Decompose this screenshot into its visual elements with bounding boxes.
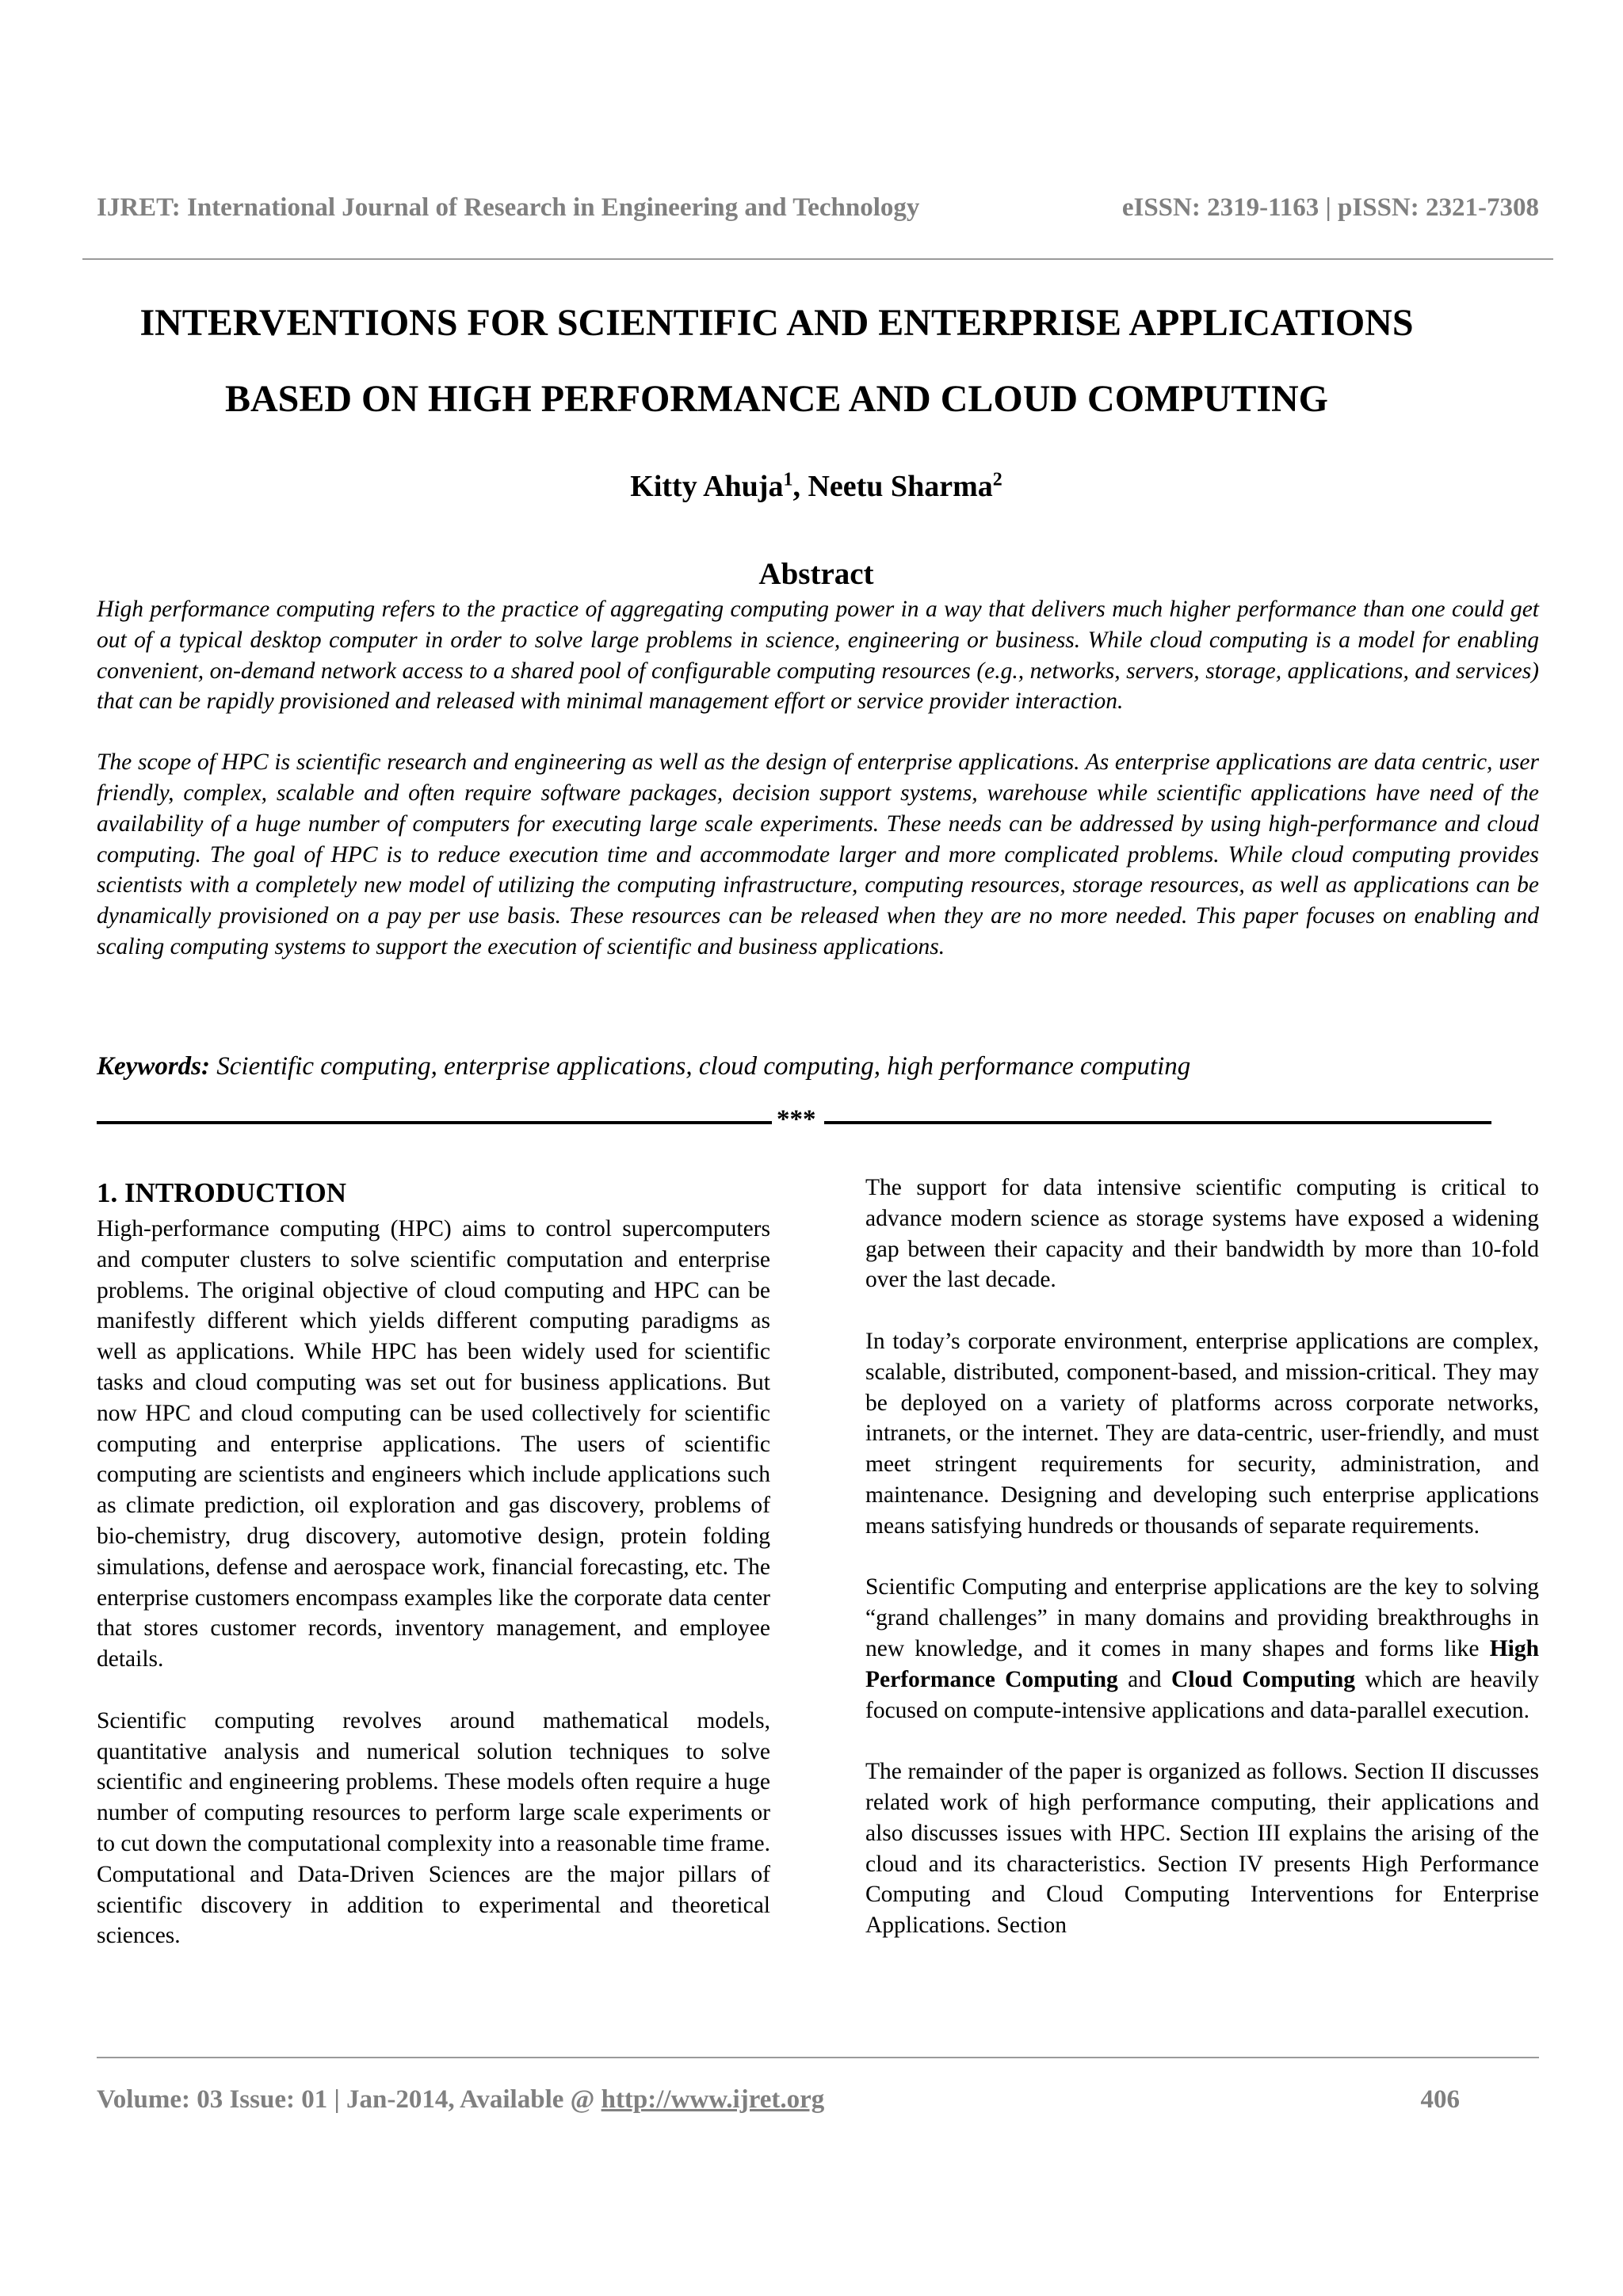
author-separator: , [792, 470, 808, 503]
author-1-name: Kitty Ahuja [630, 470, 784, 503]
separator-dash-left [97, 1121, 772, 1124]
intro-paragraph-1: High-performance computing (HPC) aims to control supercomputers and computer clusters to solve scientific computation and enterprise problems. The original objective of cloud computing and HPC can be manifestly different which yields different computing paradigms as well as applications. While HPC has been widely used for scientific tasks and cloud computing was set out for business applications. But now HPC and cloud computing can be used collectively for scientific computing and enterprise applications. The users of scientific computing are scientists and engineers which include applications such as climate prediction, oil exploration and gas discovery, problems of bio-chemistry, drug discovery, automotive design, protein folding simulations, defense and aerospace work, financial forecasting, etc. The enterprise customers encompass examples like the corporate data center that stores customer records, inventory management, and employee details. [97, 1216, 770, 1672]
footer-volume-text: Volume: 03 Issue: 01 | Jan-2014, Available @ [97, 2085, 601, 2114]
issn-info: eISSN: 2319-1163 | pISSN: 2321-7308 [1121, 193, 1539, 222]
right-paragraph-3 [865, 1572, 1539, 1726]
journal-link[interactable]: http://www.ijret.org [601, 2085, 825, 2114]
title-line-1: INTERVENTIONS FOR SCIENTIFIC AND ENTERPRISE APPLICATIONS [139, 302, 1414, 344]
journal-name: IJRET: International Journal of Research in Engineering and Technology [97, 193, 920, 222]
title-line-2: BASED ON HIGH PERFORMANCE AND CLOUD COMPUTING [224, 378, 1329, 420]
page-footer [97, 2085, 1460, 2115]
abstract-paragraph-2: The scope of HPC is scientific research and engineering as well as the design of enterprise applications. As enterprise applications are data centric, user friendly, complex, scalable and often require software packages, decision support systems, warehouse while scientific applications have need of the availability of a huge number of computers for executing large scale experiments. These needs can be addressed by using high-performance and cloud computing. The goal of HPC is to reduce execution time and accommodate larger and more complicated problems. While cloud computing provides scientists with a completely new model of utilizing the computing infrastructure, computing resources, storage resources, as well as applications can be dynamically provisioned on a pay per use basis. These resources can be released when they are no more needed. This paper focuses on enabling and scaling computing systems to support the execution of scientific and business applications. [97, 749, 1539, 959]
keywords [97, 1052, 1539, 1081]
keywords-label: Keywords: [97, 1052, 210, 1081]
author-1-affiliation: 1 [783, 469, 793, 490]
keywords-text: Scientific computing, enterprise applications, cloud computing, high performance computing [210, 1052, 1191, 1081]
p3-part-1: Scientific Computing and enterprise applications are the key to solving “grand challenges” in many domains and providing breakthroughs in new knowledge, and it comes in many shapes and forms like [865, 1574, 1539, 1661]
header-rule [82, 258, 1553, 260]
section-separator [97, 1105, 1491, 1137]
p3-bold-cloud: Cloud Computing [1171, 1666, 1356, 1692]
right-paragraph-2: In today’s corporate environment, enterprise applications are complex, scalable, distributed, component-based, and mission-critical. They may be deployed on a variety of platforms across corporate networks, intranets, or the internet. They are data-centric, user-friendly, and must meet stringent requirements for security, administration, and maintenance. Designing and developing such enterprise applications means satisfying hundreds or thousands of separate requirements. [865, 1328, 1539, 1539]
abstract-paragraph-1: High performance computing refers to the practice of aggregating computing power in a way that delivers much higher performance than one could get out of a typical desktop computer in order to solve large problems in science, engineering or business. While cloud computing is a model for enabling convenient, on-demand network access to a shared pool of configurable computing resources (e.g., networks, servers, storage, applications, and services) that can be rapidly provisioned and released with minimal management effort or service provider interaction. [97, 597, 1539, 715]
page-number: 406 [1420, 2085, 1460, 2114]
introduction-heading: 1. INTRODUCTION [97, 1177, 347, 1208]
abstract-heading: Abstract [758, 557, 874, 591]
separator-dash-right [824, 1121, 1491, 1124]
right-paragraph-1: The support for data intensive scientific computing is critical to advance modern science as storage systems have exposed a widening gap between their capacity and their bandwidth by more than 10-fold over the last decade. [865, 1175, 1539, 1293]
author-2-name: Neetu Sharma [808, 470, 993, 503]
authors [79, 469, 1553, 504]
p3-part-3: which are heavily focused on compute-intensive applications and data-parallel execution. [865, 1666, 1540, 1723]
abstract-body [97, 594, 1539, 993]
right-paragraph-4: The remainder of the paper is organized as follows. Section II discusses related work of high performance computing, their applications and also discusses issues with HPC. Section III explains the arising of the cloud and its characteristics. Section IV presents High Performance Computing and Cloud Computing Interventions for Enterprise Applications. Section [865, 1759, 1539, 1939]
left-column [97, 1173, 770, 1982]
paper-title [79, 285, 1474, 437]
p3-part-2: and [1117, 1666, 1172, 1692]
footer-rule [97, 2057, 1539, 2058]
right-column [865, 1173, 1539, 1972]
separator-stars: *** [777, 1105, 816, 1134]
intro-paragraph-2: Scientific computing revolves around mathematical models, quantitative analysis and numerical solution techniques to solve scientific and engineering problems. These models often require a huge number of computing resources to perform large scale experiments or to cut down the computational complexity into a reasonable time frame. Computational and Data-Driven Sciences are the major pillars of scientific discovery in addition to experimental and theoretical sciences. [97, 1707, 770, 1949]
author-2-affiliation: 2 [992, 469, 1002, 490]
p3-bold-hpc: High Performance Computing [865, 1635, 1539, 1692]
